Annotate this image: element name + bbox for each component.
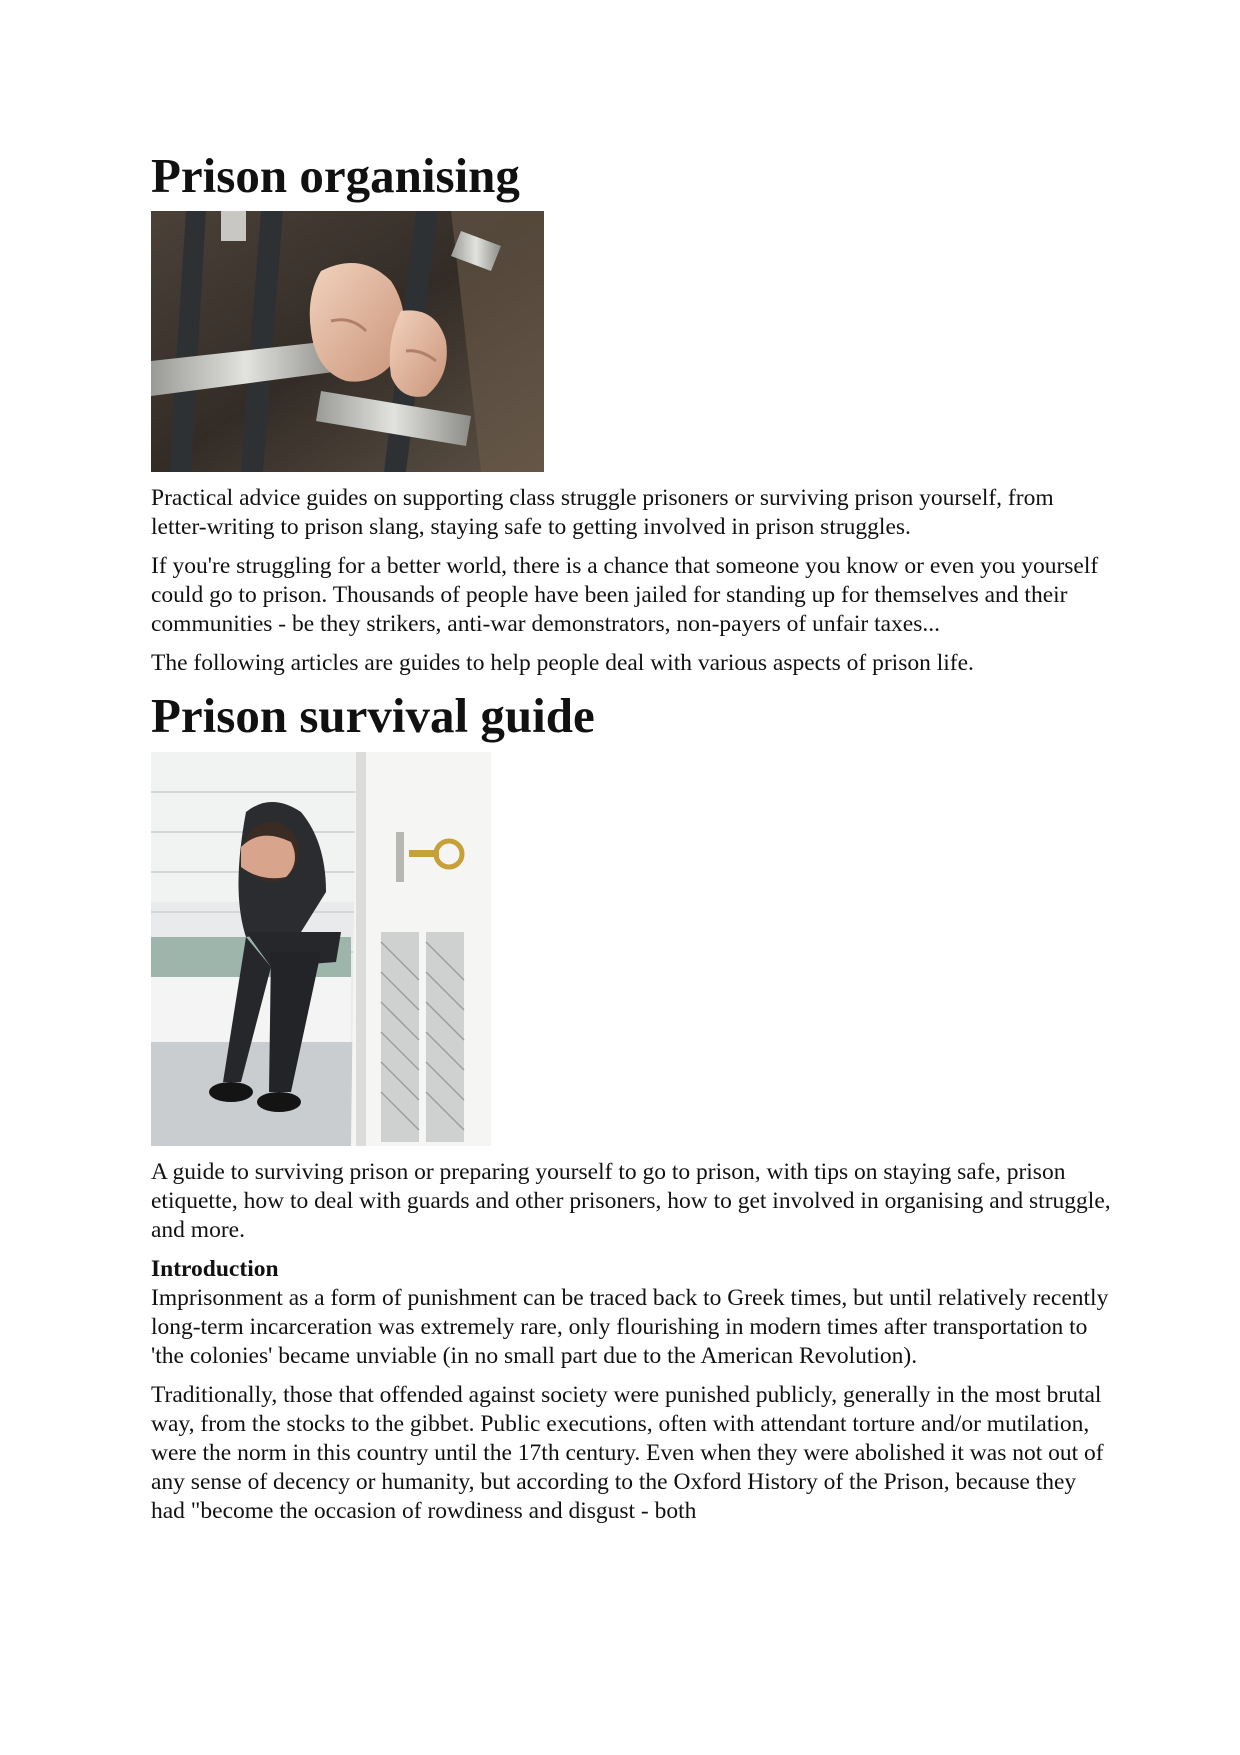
prison-cell-image bbox=[151, 752, 491, 1146]
section1-paragraph-3: The following articles are guides to help people deal with various aspects of prison life. bbox=[151, 650, 974, 677]
prison-cell-illustration bbox=[151, 752, 491, 1146]
section-title-prison-survival-guide: Prison survival guide bbox=[151, 688, 595, 744]
prison-bars-illustration bbox=[151, 211, 544, 472]
introduction-section bbox=[151, 1255, 1111, 1526]
section2-paragraph-1: A guide to surviving prison or preparing yourself to go to prison, with tips on staying safe, prison etiquette, how to deal with guards and other prisoners, how to get involved in organising and struggle, and more. bbox=[151, 1158, 1111, 1243]
prison-bars-image bbox=[151, 211, 544, 472]
introduction-paragraph-1: Imprisonment as a form of punishment can be traced back to Greek times, but until relatively recently long-term incarceration was extremely rare, only flourishing in modern times after transportation to 'the colonies' became unviable (in no small part due to the American Revolution). bbox=[151, 1284, 1109, 1369]
document-page bbox=[151, 150, 1111, 1536]
section1-paragraph-1: Practical advice guides on supporting class struggle prisoners or surviving prison yourself, from letter-writing to prison slang, staying safe to getting involved in prison struggles. bbox=[151, 485, 1054, 541]
introduction-paragraph-2: Traditionally, those that offended against society were punished publicly, generally in the most brutal way, from the stocks to the gibbet. Public executions, often with attendant torture and/or mutilation, were the norm in this country until the 17th century. Even when they were abolished it was not out of any sense of decency or humanity, but according to the Oxford History of the Prison, because they had "become the occasion of rowdiness and disgust - both bbox=[151, 1381, 1104, 1524]
section-title-prison-organising: Prison organising bbox=[151, 148, 520, 203]
introduction-heading: Introduction bbox=[151, 1255, 279, 1282]
section1-paragraph-2: If you're struggling for a better world, there is a chance that someone you know or even you yourself could go to prison. Thousands of people have been jailed for standing up for themselves and their communities - be they strikers, anti-war demonstrators, non-payers of unfair taxes... bbox=[151, 553, 1099, 638]
